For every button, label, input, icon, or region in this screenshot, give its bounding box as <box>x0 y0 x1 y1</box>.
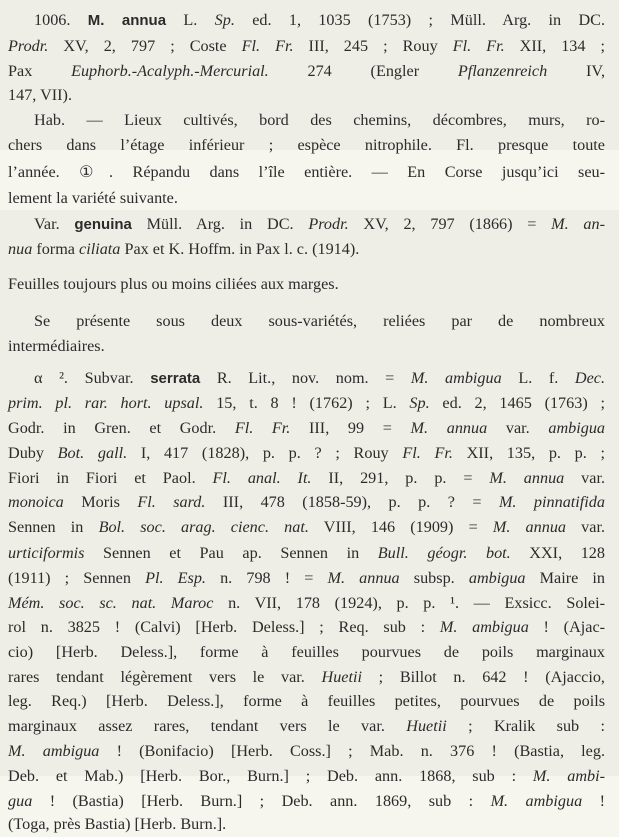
text-run: rol n. 3825 ! (Calvi) [Herb. Deless.] ; Req. sub : <box>8 618 440 636</box>
text-line <box>8 515 605 539</box>
italic-text: Prodr. <box>8 37 49 55</box>
text-run: rares tendant légèrement vers le var. <box>8 668 322 686</box>
text-run: α ². Subvar. <box>34 369 151 387</box>
text-run: XII, 135, p. p. ; <box>452 444 605 462</box>
italic-text: monoica <box>8 493 64 511</box>
text-line <box>8 34 605 58</box>
italic-text: Sp. <box>409 394 430 412</box>
text-line <box>8 416 605 440</box>
italic-text: M. annua <box>492 518 567 536</box>
text-line <box>34 212 605 236</box>
text-run: XII, 134 ; <box>504 37 606 55</box>
italic-text: Bot. gall. <box>57 444 128 462</box>
bold-taxon: serrata <box>150 370 201 387</box>
bold-taxon: M. annua <box>87 12 167 29</box>
text-run: Var. <box>34 215 75 233</box>
italic-text: Fl. anal. It. <box>212 469 312 487</box>
italic-text: Fl. sard. <box>137 493 206 511</box>
text-line <box>34 8 605 32</box>
text-run: Müll. Arg. in DC. <box>131 215 309 233</box>
italic-text: Pl. Esp. <box>145 569 206 587</box>
italic-text: Fl. Fr. <box>241 37 294 55</box>
text-line <box>8 789 605 813</box>
text-run: Feuilles toujours plus ou moins ciliées aux marges. <box>8 275 339 293</box>
text-run: ; Billot n. 642 ! (Ajaccio, <box>361 668 605 686</box>
text-run: III, 245 ; Rouy <box>293 37 453 55</box>
italic-text: M. annua <box>327 569 400 587</box>
italic-text: M. annua <box>410 419 488 437</box>
text-line <box>8 441 605 465</box>
text-line <box>8 541 605 565</box>
text-run: (1911) ; Sennen <box>8 569 146 587</box>
italic-text: Huetii <box>406 717 447 735</box>
bold-taxon: genuina <box>74 216 132 233</box>
text-line <box>8 186 605 210</box>
italic-text: ambigua <box>548 419 605 437</box>
text-line <box>8 466 605 490</box>
text-run: chers dans l’étage inférieur ; espèce nitrophile. Fl. presque toute <box>8 136 605 154</box>
text-run: Hab. — Lieux cultivés, bord des chemins, décombres, murs, ro- <box>34 111 605 129</box>
text-run: cio) [Herb. Deless.], forme à feuilles pourvues de poils marginaux <box>8 643 605 661</box>
text-run: L. <box>166 11 215 29</box>
text-line <box>8 237 605 261</box>
text-run: (Toga, près Bastia) [Herb. Burn.]. <box>8 815 227 833</box>
text-run: leg. Req.) [Herb. Deless.], forme à feuilles petites, pourvues de poils <box>8 692 605 710</box>
text-line <box>8 665 605 689</box>
text-run: 15, t. 8 ! (1762) ; L. <box>203 394 410 412</box>
text-run: Sennen et Pau ap. Sennen in <box>84 544 378 562</box>
text-line <box>8 764 605 788</box>
text-line <box>8 133 605 157</box>
italic-text: prim. pl. rar. hort. upsal. <box>8 394 204 412</box>
text-run: XV, 2, 797 (1866) = <box>348 215 552 233</box>
italic-text: M. ambigua <box>490 792 583 810</box>
text-run: ed. 2, 1465 (1763) ; <box>429 394 605 412</box>
text-line <box>34 366 605 390</box>
italic-text: Dec. <box>574 369 606 387</box>
text-run: l’année. ①. Répandu dans l’île entière. — En Corse jusqu’ici seu- <box>8 163 605 181</box>
text-run: ! (Ajac- <box>528 618 606 636</box>
text-run: VIII, 146 (1909) = <box>308 518 493 536</box>
text-line <box>8 591 605 615</box>
text-run: I, 417 (1828), p. p. ? ; Rouy <box>127 444 403 462</box>
text-line <box>8 83 605 107</box>
italic-text: M. ambi- <box>532 767 605 785</box>
text-line <box>8 391 605 415</box>
italic-text: Pflanzenreich <box>457 62 548 80</box>
italic-text: M. pinnatifida <box>498 493 605 511</box>
text-run: Deb. et Mab.) [Herb. Bor., Burn.] ; Deb. ann. 1868, sub : <box>8 767 533 785</box>
italic-text: Mém. soc. sc. nat. Maroc <box>8 594 214 612</box>
text-line <box>8 739 605 763</box>
text-run: n. VII, 178 (1924), p. p. ¹. — Exsicc. Solei- <box>213 594 605 612</box>
italic-text: M. ambigua <box>439 618 529 636</box>
text-run: lement la variété suivante. <box>8 189 178 207</box>
text-run: ! <box>582 792 606 810</box>
text-run: Fiori in Fiori et Paol. <box>8 469 213 487</box>
italic-text: M. ambigua <box>8 742 100 760</box>
text-run: III, 99 = <box>290 419 411 437</box>
italic-text: Prodr. <box>308 215 349 233</box>
text-run: Duby <box>8 444 58 462</box>
text-line <box>8 334 605 358</box>
text-run: Maire in <box>525 569 605 587</box>
text-run: XV, 2, 797 ; Coste <box>48 37 242 55</box>
text-line <box>8 812 605 836</box>
text-run: 1006. <box>34 11 88 29</box>
text-run: R. Lit., nov. nom. = <box>200 369 411 387</box>
text-line <box>8 714 605 738</box>
text-run: var. <box>564 469 605 487</box>
text-run: Moris <box>63 493 138 511</box>
italic-text: M. ambigua <box>410 369 502 387</box>
text-line <box>8 689 605 713</box>
italic-text: nua <box>8 240 33 258</box>
text-run: 147, VII). <box>8 86 72 104</box>
text-run: ed. 1, 1035 (1753) ; Müll. Arg. in DC. <box>234 11 606 29</box>
text-run: II, 291, p. p. = <box>311 469 490 487</box>
italic-text: Fl. Fr. <box>402 444 453 462</box>
text-run: marginaux assez rares, tendant vers le var. <box>8 717 407 735</box>
text-line <box>34 309 605 333</box>
text-run: forma <box>32 240 80 258</box>
text-line <box>34 108 605 132</box>
text-line <box>8 490 605 514</box>
text-run: Se présente sous deux sous-variétés, reliées par de nombreux <box>34 312 605 330</box>
italic-text: Bull. géogr. bot. <box>377 544 511 562</box>
text-run: ! (Bonifacio) [Herb. Coss.] ; Mab. n. 376 ! (Bastia, leg. <box>99 742 606 760</box>
text-run: Pax <box>8 62 72 80</box>
text-line <box>8 566 605 590</box>
text-run: Pax et K. Hoffm. in Pax l. c. (1914). <box>120 240 360 258</box>
italic-text: ambigua <box>468 569 526 587</box>
text-run: var. <box>566 518 605 536</box>
text-run: ; Kralik sub : <box>446 717 606 735</box>
text-run: n. 798 ! = <box>205 569 328 587</box>
text-line <box>8 160 605 184</box>
text-line <box>8 272 605 296</box>
text-run: Godr. in Gren. et Godr. <box>8 419 235 437</box>
italic-text: Sp. <box>214 11 235 29</box>
text-line <box>8 59 605 83</box>
text-line <box>8 640 605 664</box>
text-line <box>8 615 605 639</box>
italic-text: ciliata <box>79 240 121 258</box>
text-run: III, 478 (1858-59), p. p. ? = <box>205 493 499 511</box>
text-run: XXI, 128 <box>510 544 605 562</box>
italic-text: Fl. Fr. <box>452 37 505 55</box>
text-run: ! (Bastia) [Herb. Burn.] ; Deb. ann. 1869, sub : <box>32 792 491 810</box>
text-run: L. f. <box>501 369 575 387</box>
text-run: var. <box>487 419 549 437</box>
italic-text: Euphorb.-Acalyph.-Mercurial. <box>71 62 269 80</box>
text-run: 274 (Engler <box>268 62 458 80</box>
italic-text: M. an- <box>551 215 606 233</box>
text-run: IV, <box>547 62 606 80</box>
italic-text: Huetii <box>321 668 362 686</box>
italic-text: urticiformis <box>8 544 85 562</box>
italic-text: Bol. soc. arag. cienc. nat. <box>98 518 309 536</box>
text-run: intermédiaires. <box>8 337 105 355</box>
text-run: subsp. <box>399 569 469 587</box>
italic-text: Fl. Fr. <box>234 419 291 437</box>
italic-text: gua <box>8 792 33 810</box>
italic-text: M. annua <box>489 469 565 487</box>
text-run: Sennen in <box>8 518 99 536</box>
